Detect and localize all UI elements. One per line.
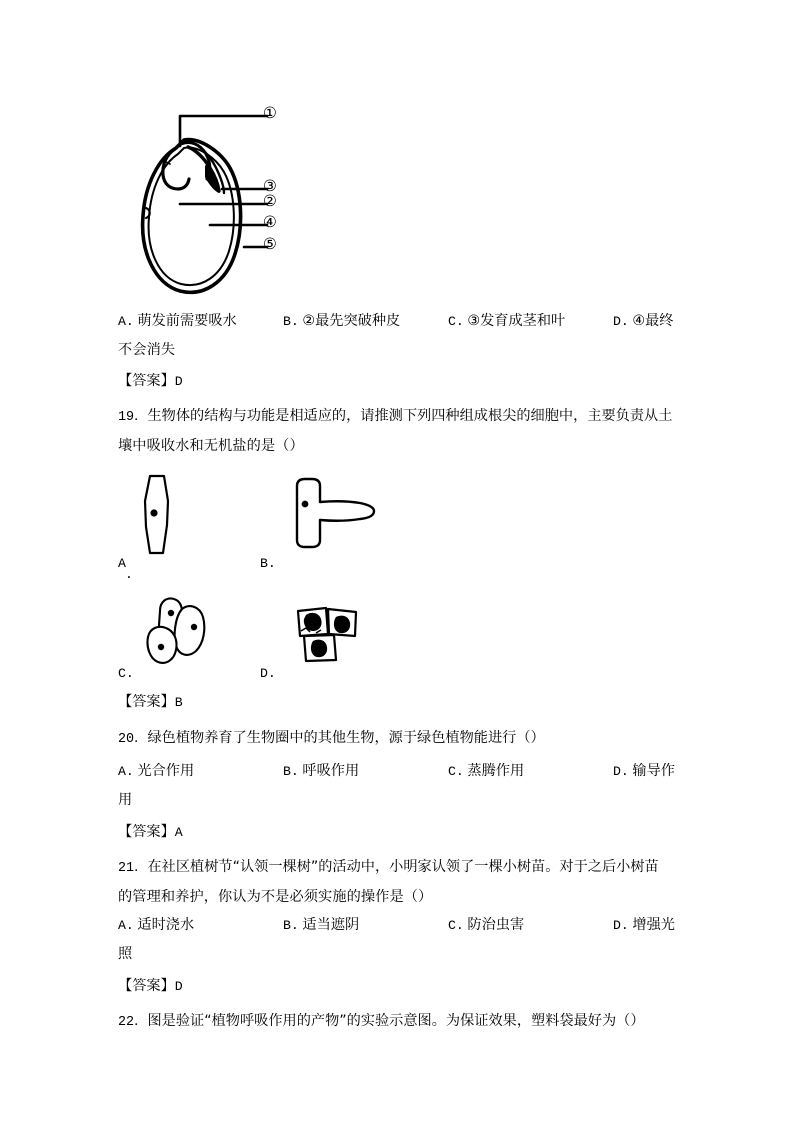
q21-answer	[118, 975, 183, 995]
q18-option-d-wrap: 不会消失	[118, 342, 176, 358]
q19-answer-value: B	[174, 695, 183, 710]
q18-option-d[interactable]	[613, 312, 673, 331]
q19-answer	[118, 691, 183, 711]
q20-option-d-mark: D.	[613, 764, 629, 779]
q18-option-c[interactable]	[448, 312, 565, 331]
q21-option-d[interactable]	[613, 916, 675, 935]
q19-figure-meristem-cells	[292, 603, 372, 665]
q18-options-row	[0, 312, 794, 332]
q18-answer-label: 【答案】	[118, 373, 175, 389]
q21-option-d-mark: D.	[613, 918, 629, 933]
q21-stem-line2: 的管理和养护，你认为不是必须实施的操作是（）	[118, 889, 433, 905]
seed-callout-4: ④	[263, 213, 277, 231]
q20-option-a-mark: A.	[118, 764, 134, 779]
q21-option-a-mark: A.	[118, 918, 134, 933]
q18-option-b-text: ②最先突破种皮	[302, 313, 401, 329]
q20-option-c-text: 蒸腾作用	[467, 763, 525, 779]
q20-answer	[118, 821, 183, 841]
q21-option-c[interactable]	[448, 916, 524, 935]
q19-option-c-label[interactable]: C.	[118, 666, 134, 681]
q21-option-b-mark: B.	[283, 918, 299, 933]
q20-stem-text: 绿色植物养育了生物圈中的其他生物，源于绿色植物能进行（）	[147, 730, 545, 746]
q19-stem-line1	[118, 405, 672, 425]
q21-option-c-text: 防治虫害	[467, 917, 525, 933]
q21-option-c-mark: C.	[448, 918, 464, 933]
q19-number: 19．	[118, 410, 148, 425]
q18-option-b[interactable]	[283, 312, 400, 331]
q21-option-a-text: 适时浇水	[137, 917, 195, 933]
q20-options-row	[0, 762, 794, 782]
q19-option-a-dot: .	[125, 567, 133, 582]
seed-structure-figure	[118, 92, 318, 297]
q18-answer-value: D	[174, 374, 183, 389]
q21-stem-line1	[118, 856, 659, 876]
q20-option-c-mark: C.	[448, 764, 464, 779]
q18-option-d-text: ④最终	[632, 313, 674, 329]
q20-option-d-wrap: 用	[118, 792, 133, 808]
q19-figure-rounded-cells	[140, 595, 230, 670]
q19-option-a-mark: A	[118, 556, 126, 571]
q20-answer-label: 【答案】	[118, 824, 175, 840]
q21-answer-label: 【答案】	[118, 978, 175, 994]
q22-stem-text: 图是验证“植物呼吸作用的产物”的实验示意图。为保证效果，塑料袋最好为（）	[147, 1013, 645, 1029]
q18-option-a-text: 萌发前需要吸水	[137, 313, 237, 329]
seed-callout-3: ③	[263, 177, 277, 195]
q20-number: 20．	[118, 732, 148, 747]
q20-option-b[interactable]	[283, 762, 359, 781]
q20-option-a-text: 光合作用	[137, 763, 195, 779]
seed-callout-1: ①	[263, 104, 277, 122]
q19-option-d-label[interactable]: D.	[260, 666, 276, 681]
q20-stem	[118, 727, 545, 747]
q19-option-b-label[interactable]: B.	[260, 556, 276, 571]
q20-option-d[interactable]	[613, 762, 675, 781]
q18-option-a-mark: A.	[118, 314, 134, 329]
q19-answer-label: 【答案】	[118, 694, 175, 710]
q21-stem-text-1: 在社区植树节“认领一棵树”的活动中，小明家认领了一棵小树苗。对于之后小树苗	[147, 859, 659, 875]
q21-option-d-text: 增强光	[632, 917, 675, 933]
q21-option-b-text: 适当遮阴	[302, 917, 360, 933]
q21-option-a[interactable]	[118, 916, 194, 935]
q20-option-b-mark: B.	[283, 764, 299, 779]
q21-number: 21．	[118, 861, 148, 876]
q18-option-a[interactable]	[118, 312, 237, 331]
q20-answer-value: A	[174, 825, 183, 840]
q19-stem-line2: 壤中吸收水和无机盐的是（）	[118, 438, 304, 454]
q19-stem-text-1: 生物体的结构与功能是相适应的，请推测下列四种组成根尖的细胞中，主要负责从土	[147, 408, 673, 424]
q18-option-c-text: ③发育成茎和叶	[467, 313, 566, 329]
q22-number: 22．	[118, 1015, 148, 1030]
seed-callout-2: ②	[263, 192, 277, 210]
q18-option-b-mark: B.	[283, 314, 299, 329]
q18-option-d-mark: D.	[613, 314, 629, 329]
q20-option-b-text: 呼吸作用	[302, 763, 360, 779]
q20-option-c[interactable]	[448, 762, 524, 781]
q22-stem	[118, 1010, 645, 1030]
q20-option-d-text: 输导作	[632, 763, 675, 779]
q21-option-d-wrap: 照	[118, 946, 133, 962]
q19-figure-root-hair-cell	[288, 476, 383, 556]
q21-options-row	[0, 916, 794, 936]
q21-option-b[interactable]	[283, 916, 359, 935]
q19-option-a-label[interactable]	[118, 556, 133, 582]
q18-option-c-mark: C.	[448, 314, 464, 329]
q19-figure-spindle-cell	[130, 473, 190, 558]
seed-callout-5: ⑤	[263, 235, 277, 253]
q18-answer	[118, 370, 183, 390]
q20-option-a[interactable]	[118, 762, 194, 781]
q21-answer-value: D	[174, 979, 183, 994]
